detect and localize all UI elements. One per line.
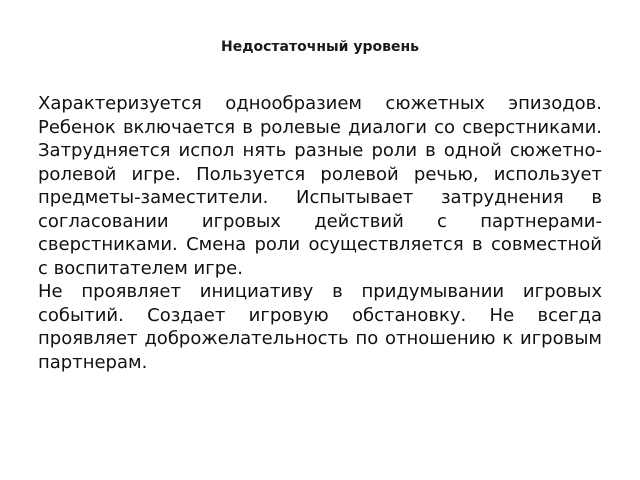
paragraph-2: Не проявляет инициативу в придумывании игровых событий. Создает игровую обстановку. Не всегда проявляет доброжелательность по отношению к игровым партнерам. xyxy=(38,281,602,373)
body-text xyxy=(38,92,602,374)
slide-title: Недостаточный уровень xyxy=(220,39,419,55)
paragraph-1: Характеризуется однообразием сюжетных эпизодов. Ребенок включается в ролевые диалоги со сверстниками. Затрудняется испол нять разные роли в одной сюжетно-ролевой игре. Пользуется ролевой речью, использует предметы-заместители. Испытывает затруднения в согласовании игровых действий с партнерами-сверстниками. Смена роли осуществляется в совместной с воспитателем игре. xyxy=(38,93,602,279)
